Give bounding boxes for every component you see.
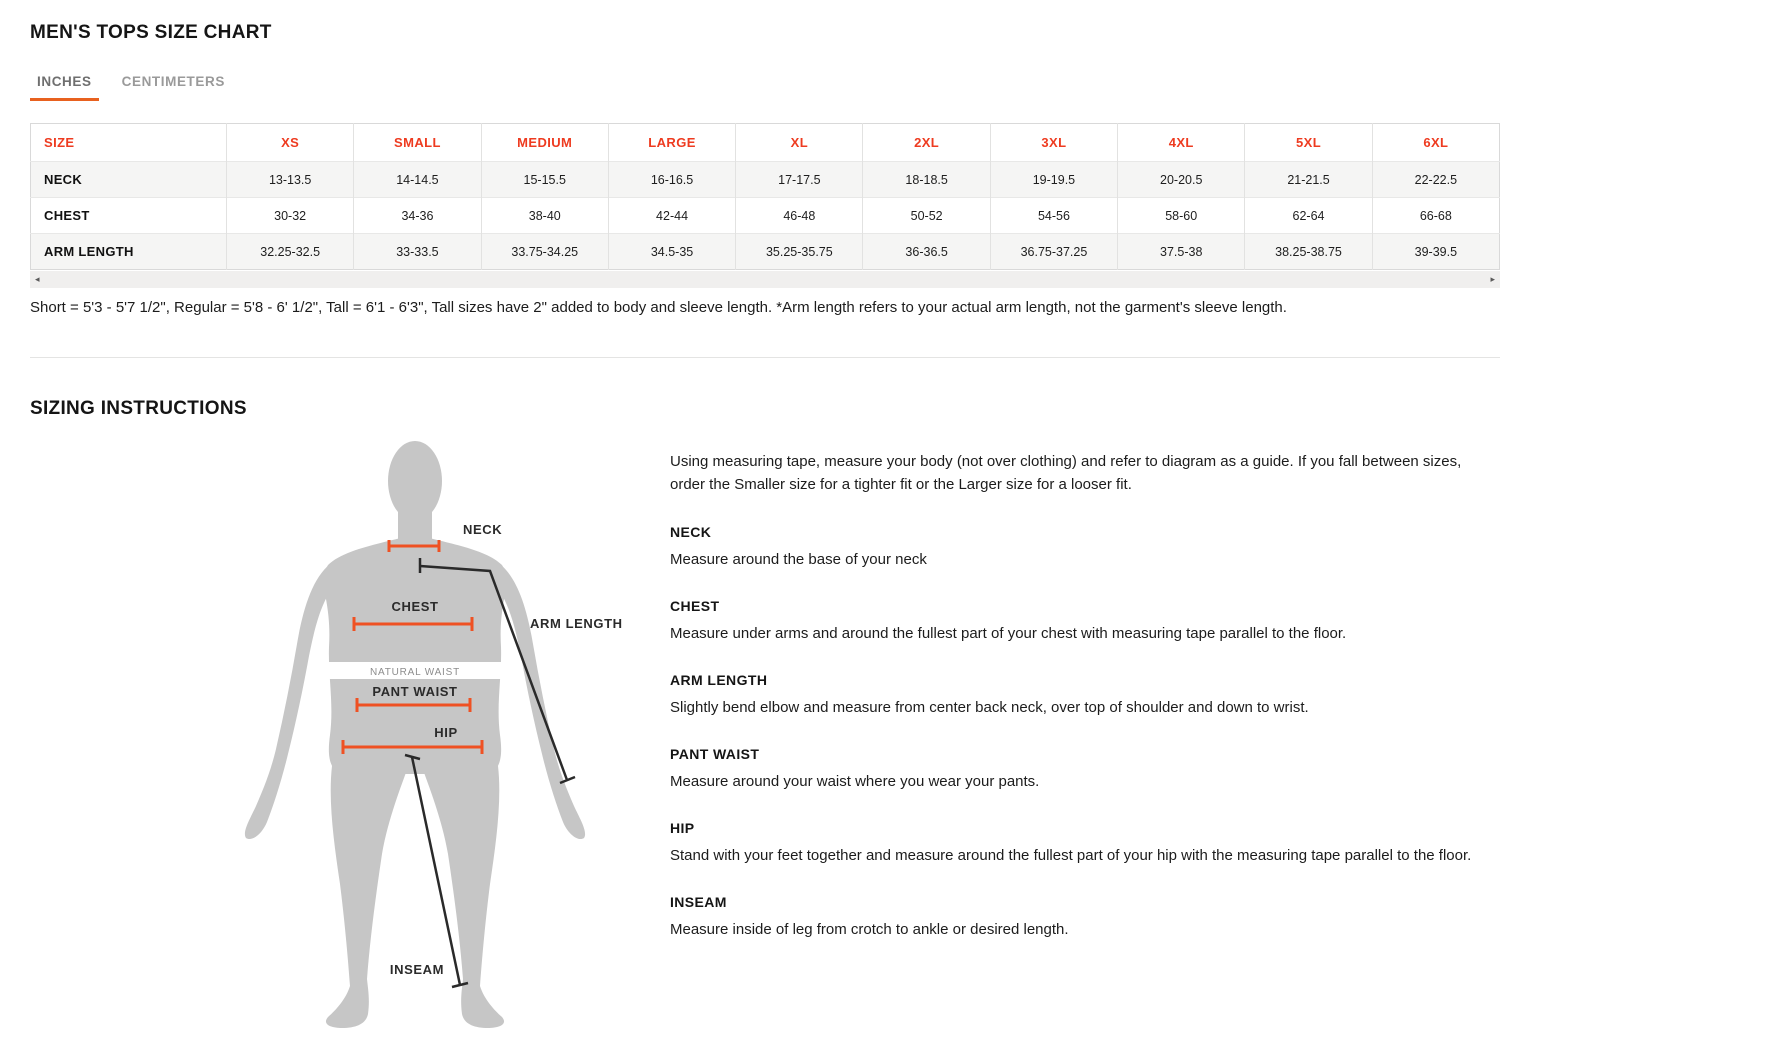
- table-row: [31, 198, 1500, 234]
- size-cell: 21-21.5: [1245, 162, 1372, 198]
- instruction-text: Slightly bend elbow and measure from center back neck, over top of shoulder and down to wrist.: [670, 699, 1309, 717]
- instruction-section: [670, 672, 1500, 718]
- size-cell: 15-15.5: [481, 162, 608, 198]
- instructions-column: [670, 420, 1500, 941]
- tab-centimeters[interactable]: CENTIMETERS: [115, 70, 232, 101]
- instruction-heading: NECK: [670, 524, 712, 541]
- size-table-header-row: [31, 124, 1500, 162]
- size-cell: 34.5-35: [608, 234, 735, 270]
- size-table-wrap: [30, 123, 1500, 288]
- size-cell: 54-56: [990, 198, 1117, 234]
- instruction-section: [670, 894, 1500, 940]
- size-cell: 37.5-38: [1118, 234, 1245, 270]
- instruction-text: Measure inside of leg from crotch to ankle or desired length.: [670, 921, 1069, 939]
- hip-diagram-label: HIP: [434, 724, 458, 740]
- size-cell: 13-13.5: [227, 162, 354, 198]
- table-row: [31, 234, 1500, 270]
- instructions-list: [670, 524, 1500, 940]
- row-label: NECK: [31, 162, 227, 198]
- instruction-heading: ARM LENGTH: [670, 672, 768, 689]
- row-label: ARM LENGTH: [31, 234, 227, 270]
- column-header-medium: MEDIUM: [481, 124, 608, 162]
- size-note: Short = 5'3 - 5'7 1/2", Regular = 5'8 - 6' 1/2", Tall = 6'1 - 6'3", Tall sizes have 2" added to body and sleeve length. *Arm length refers to your actual arm length, not the garment's sleeve length.: [30, 299, 1287, 316]
- horizontal-scrollbar[interactable]: [30, 271, 1500, 288]
- column-header-xl: XL: [736, 124, 863, 162]
- size-cell: 50-52: [863, 198, 990, 234]
- size-cell: 66-68: [1372, 198, 1499, 234]
- size-cell: 36-36.5: [863, 234, 990, 270]
- instruction-text: Measure under arms and around the fullest part of your chest with measuring tape parallel to the floor.: [670, 625, 1347, 643]
- size-cell: 33-33.5: [354, 234, 481, 270]
- page-title: MEN'S TOPS SIZE CHART: [30, 22, 272, 43]
- size-cell: 16-16.5: [608, 162, 735, 198]
- size-cell: 17-17.5: [736, 162, 863, 198]
- instruction-heading: PANT WAIST: [670, 746, 760, 763]
- chest-diagram-label: CHEST: [391, 598, 439, 614]
- neck-diagram-label: NECK: [463, 521, 503, 537]
- natural-waist-label: NATURAL WAIST: [369, 666, 461, 678]
- column-header-4xl: 4XL: [1118, 124, 1245, 162]
- size-cell: 32.25-32.5: [227, 234, 354, 270]
- scroll-right-icon[interactable]: ▸: [1490, 274, 1495, 284]
- size-cell: 35.25-35.75: [736, 234, 863, 270]
- size-cell: 36.75-37.25: [990, 234, 1117, 270]
- instruction-section: [670, 820, 1500, 866]
- body-silhouette-figure: [170, 434, 670, 1034]
- size-cell: 42-44: [608, 198, 735, 234]
- sizing-instructions-title: SIZING INSTRUCTIONS: [30, 397, 247, 419]
- column-header-3xl: 3XL: [990, 124, 1117, 162]
- unit-tabs: [30, 70, 1500, 101]
- size-cell: 38.25-38.75: [1245, 234, 1372, 270]
- size-cell: 39-39.5: [1372, 234, 1499, 270]
- column-header-5xl: 5XL: [1245, 124, 1372, 162]
- instructions-intro: Using measuring tape, measure your body (not over clothing) and refer to diagram as a guide. If you fall between sizes, order the Smaller size for a tighter fit or the Larger size for a looser fit.: [670, 452, 1462, 493]
- instruction-text: Stand with your feet together and measure around the fullest part of your hip with the measuring tape parallel to the floor.: [670, 847, 1472, 865]
- size-cell: 18-18.5: [863, 162, 990, 198]
- scroll-left-icon[interactable]: ◂: [35, 274, 40, 284]
- size-cell: 20-20.5: [1118, 162, 1245, 198]
- instruction-section: [670, 598, 1500, 644]
- inseam-diagram-label: INSEAM: [389, 961, 445, 977]
- size-cell: 33.75-34.25: [481, 234, 608, 270]
- size-cell: 46-48: [736, 198, 863, 234]
- column-header-xs: XS: [227, 124, 354, 162]
- size-cell: 19-19.5: [990, 162, 1117, 198]
- column-header-large: LARGE: [608, 124, 735, 162]
- silhouette-shape: [245, 441, 585, 1028]
- size-cell: 38-40: [481, 198, 608, 234]
- size-cell: 30-32: [227, 198, 354, 234]
- column-header-size: SIZE: [31, 124, 227, 162]
- column-header-2xl: 2XL: [863, 124, 990, 162]
- instruction-text: Measure around your waist where you wear your pants.: [670, 773, 1040, 791]
- arm-length-diagram-label: ARM LENGTH: [530, 615, 623, 631]
- size-table: [30, 123, 1500, 270]
- size-cell: 62-64: [1245, 198, 1372, 234]
- section-divider: [30, 357, 1500, 358]
- instruction-heading: HIP: [670, 820, 695, 837]
- pant-waist-diagram-label: PANT WAIST: [372, 683, 458, 699]
- sizing-section: [30, 420, 1500, 1034]
- tab-inches[interactable]: INCHES: [30, 70, 99, 101]
- instruction-heading: INSEAM: [670, 894, 727, 911]
- row-label: CHEST: [31, 198, 227, 234]
- size-cell: 34-36: [354, 198, 481, 234]
- instruction-section: [670, 524, 1500, 570]
- instruction-text: Measure around the base of your neck: [670, 551, 927, 569]
- instruction-section: [670, 746, 1500, 792]
- size-cell: 14-14.5: [354, 162, 481, 198]
- size-cell: 58-60: [1118, 198, 1245, 234]
- body-diagram: [30, 420, 670, 1034]
- table-row: [31, 162, 1500, 198]
- column-header-small: SMALL: [354, 124, 481, 162]
- size-cell: 22-22.5: [1372, 162, 1499, 198]
- column-header-6xl: 6XL: [1372, 124, 1499, 162]
- instruction-heading: CHEST: [670, 598, 720, 615]
